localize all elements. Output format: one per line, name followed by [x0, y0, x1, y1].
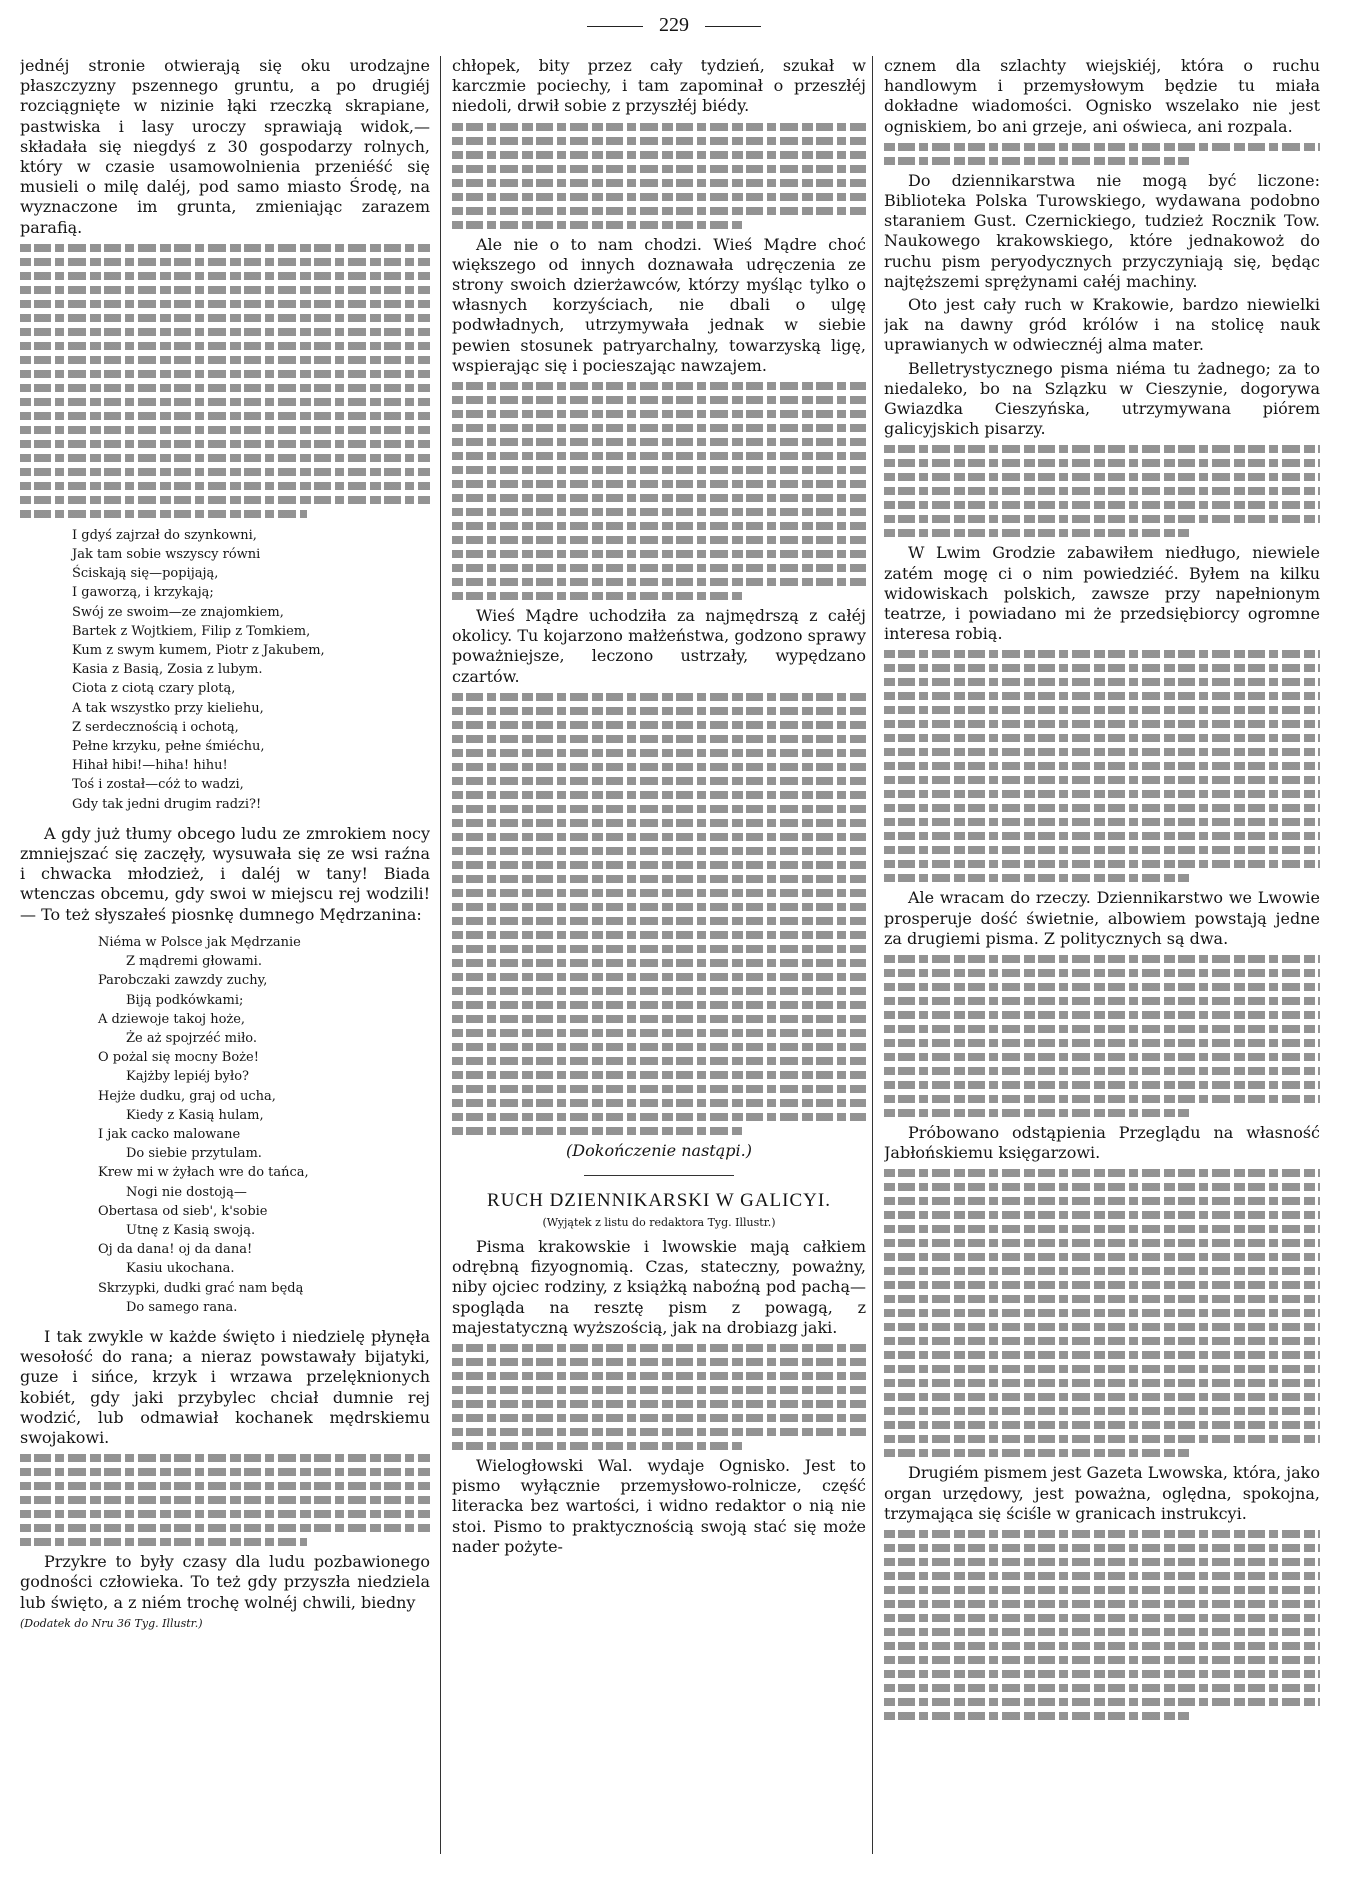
folio-dash-left [587, 26, 643, 27]
col3-paragraph-8: Drugiém pismem jest Gazeta Lwowska, która, jako organ urzędowy, jest poważna, oględna, spokojna, trzymająca się ściśle w granicach instrukcyi. [884, 1463, 1320, 1523]
poem-line: Oj da dana! oj da dana! [98, 1242, 253, 1258]
poem-line: Kajżby lepiéj było? [126, 1069, 250, 1085]
column-rule-2 [872, 56, 873, 1854]
poem-line: Swój ze swoim—ze znajomkiem, [72, 604, 284, 620]
col2-greeked-text-4 [452, 1344, 866, 1450]
col1-footer-note: (Dodatek do Nru 36 Tyg. Illustr.) [20, 1616, 203, 1630]
poem-line: Obertasa od sieb', k'sobie [98, 1203, 268, 1219]
col2-paragraph-5: Wielogłowski Wal. wydaje Ognisko. Jest to pismo wyłącznie przemysłowo-rolnicze, część literacka bez wartości, i widno redaktor o nią nie stoi. Pismo to praktycznością swoją stać się może nader pożyte- [452, 1456, 866, 1556]
col3-paragraph-1: cznem dla szlachty wiejskiéj, która o ruchu handlowym i przemysłowym będzie tu miała dokładne wiadomości. Ognisko wszelako nie jest ogniskiem, bo ani grzeje, ani oświeca, ani rozpala. [884, 56, 1320, 136]
col2-paragraph-2: Ale nie o to nam chodzi. Wieś Mądre choć większego od innych doznawała udręczenia ze strony swoich dzierżawców, którzy myśląc tylko o własnych korzyściach, nie dbali o ulgę podwładnych, utrzymywała jednak w siebie pewien stosunek patryarchalny, towarzyską ligę, wspierając się i pocieszając nawzajem. [452, 234, 866, 375]
col1-paragraph-4: Przykre to były czasy dla ludu pozbawionego godności człowieka. To też gdy przyszła niedziela lub święto, a z niém trochę wolnéj chwili, biedny [20, 1552, 430, 1612]
article-subtitle: (Wyjątek z listu do redaktora Tyg. Illustr.) [542, 1216, 776, 1230]
poem-line: I gdyś zajrzał do szynkowni, [72, 527, 257, 543]
col3-paragraph-2: Do dziennikarstwa nie mogą być liczone: Biblioteka Polska Turowskiego, wydawana podobno staraniem Gust. Czernickiego, tudzież Rocznik Tow. Naukowego krakowskiego, które jednakowoż do ruchu pism peryodycznych przyczyniają się, będąc najtęższemi sprężynami całéj machiny. [884, 170, 1320, 291]
poem-line: Gdy tak jedni drugim radzi?! [72, 796, 262, 812]
poem-line: Ściskają się—popijają, [72, 566, 219, 582]
poem-line: A dziewoje takoj hoże, [98, 1011, 246, 1027]
col1-paragraph-2: A gdy już tłumy obcego ludu ze zmrokiem nocy zmniejszać się zaczęły, wysuwała się ze wsi raźna i chwacka młodzież, i daléj w tany! Biada wtenczas obcemu, gdy swoi w miejscu rej wodzili! — To też słyszałeś piosnkę dumnego Mędrzanina: [20, 823, 430, 924]
poem-line: Pełne krzyku, pełne śmiéchu, [72, 739, 265, 755]
poem-line: Toś i został—cóż to wadzi, [72, 777, 244, 793]
poem-line: Do siebie przytulam. [126, 1146, 262, 1162]
poem-line: Z mądremi głowami. [126, 954, 262, 970]
poem-line: I gaworzą, i krzykają; [72, 585, 214, 601]
article-divider [584, 1175, 734, 1176]
col3-greeked-text-1 [884, 143, 1320, 165]
poem-line: Skrzypki, dudki grać nam będą [98, 1280, 304, 1296]
poem-line: Bartek z Wojtkiem, Filip z Tomkiem, [72, 623, 311, 639]
col3-greeked-text-6 [884, 1530, 1320, 1720]
poem-line: Kasia z Basią, Zosia z lubym. [72, 662, 263, 678]
col1-poem-2 [20, 933, 430, 1317]
page-number [0, 14, 1348, 37]
column-rule-1 [440, 56, 441, 1854]
col2-paragraph-3: Wieś Mądre uchodziła za najmędrszą z całéj okolicy. Tu kojarzono małżeństwa, godzono sprawy poważniejsze, leczono ustrzały, wypędzano czartów. [452, 606, 866, 686]
col3-paragraph-5: W Lwim Grodzie zabawiłem niedługo, niewiele zatém mogę ci o nim powiedziéć. Byłem na kilku widowiskach polskich, zawsze przy napełnionym teatrze, i powiadano mi że przedsiębiorcy ogromne interesa robią. [884, 543, 1320, 644]
col1-poem-1 [20, 526, 430, 814]
col3-paragraph-6: Ale wracam do rzeczy. Dziennikarstwo we Lwowie prosperuje dość świetnie, albowiem powstają jedne za drugiemi pisma. Z politycznych są dwa. [884, 888, 1320, 948]
col1-greeked-text-2 [20, 1454, 430, 1546]
poem-line: Kum z swym kumem, Piotr z Jakubem, [72, 643, 325, 659]
col3-greeked-text-4 [884, 955, 1320, 1117]
poem-line: Z serdecznością i ochotą, [72, 719, 239, 735]
col3-paragraph-4: Belletrystycznego pisma niéma tu żadnego; za to niedaleko, bo na Szlązku w Cieszynie, dogorywa Gwiazdka Cieszyńska, utrzymywana piórem galicyjskich pisarzy. [884, 358, 1320, 439]
col3-greeked-text-3 [884, 650, 1320, 882]
poem-line: Hejże dudku, graj od ucha, [98, 1088, 276, 1104]
continuation-note-text: (Dokończenie nastąpi.) [566, 1140, 752, 1160]
poem-line: Kiedy z Kasią hulam, [126, 1107, 264, 1123]
col1-greeked-text-1 [20, 244, 430, 518]
column-1 [20, 56, 430, 1856]
col3-paragraph-7: Próbowano odstąpienia Przeglądu na własność Jabłońskiemu księgarzowi. [884, 1123, 1320, 1163]
poem-line: Nogi nie dostoją— [126, 1184, 247, 1200]
poem-line: A tak wszystko przy kieliehu, [72, 700, 264, 716]
poem-line: Do samego rana. [126, 1299, 238, 1315]
col2-paragraph-1: chłopek, bity przez cały tydzień, szukał w karczmie pociechy, i tam zapominał o przeszłéj niedoli, drwił sobie z przyszłéj biédy. [452, 56, 866, 116]
col2-greeked-text-2 [452, 382, 866, 600]
col2-paragraph-4: Pisma krakowskie i lwowskie mają całkiem odrębną fizyognomią. Czas, stateczny, poważny, niby ojciec rodziny, z książką naboźną pod pachą—spogląda na resztę pism z powagą, z majestatyczną wyższością, jak na drobiazg jaki. [452, 1237, 866, 1337]
col3-greeked-text-2 [884, 445, 1320, 537]
poem-line: Że aż spojrzéć miło. [126, 1030, 258, 1046]
col2-continuation-note [452, 1141, 866, 1161]
poem-line: Ciota z ciotą czary plotą, [72, 681, 236, 697]
poem-line: Utnę z Kasią swoją. [126, 1222, 256, 1238]
col1-paragraph-1: jednéj stronie otwierają się oku urodzajne płaszczyzny pszennego gruntu, a po drugiéj rozciągnięte w nizinie łąki rzeczką skrapiane, pastwiska i lasy uroczy sprawiają widok,— składała się niegdyś z 30 gospodarzy rolnych, który w czasie usamowolnienia przeniéść się musieli o milę daléj, pod samo miasto Środę, na wyznaczone im grunta, zmieniając zarazem parafią. [20, 56, 430, 237]
poem-line: Jak tam sobie wszyscy równi [72, 547, 261, 563]
col2-greeked-text-1 [452, 123, 866, 229]
col3-paragraph-3: Oto jest cały ruch w Krakowie, bardzo niewielki jak na dawny gród królów i na stolicę nauk uprawianych w odwiecznéj alma mater. [884, 295, 1320, 355]
col1-paragraph-3: I tak zwykle w każde święto i niedzielę płynęła wesołość do rana; a nieraz powstawały bijatyki, guze i sińce, krzyk i wrzawa przelęknionych kobiét, gdy jaki przybylec chciał dumnie rej wodzić, lub odmawiał kochanek mędrskiemu swojakowi. [20, 1326, 430, 1447]
folio-dash-right [705, 26, 761, 27]
page-number-text: 229 [659, 14, 689, 36]
poem-line: Parobczaki zawzdy zuchy, [98, 973, 268, 989]
poem-line: Niéma w Polsce jak Mędrzanie [98, 934, 301, 950]
poem-line: Hihał hibi!—hiha! hihu! [72, 758, 228, 774]
poem-line: Kasiu ukochana. [126, 1261, 235, 1277]
article-title: RUCH DZIENNIKARSKI W GALICYI. [487, 1190, 831, 1212]
col3-greeked-text-5 [884, 1169, 1320, 1457]
poem-line: I jak cacko malowane [98, 1126, 241, 1142]
poem-line: Krew mi w żyłach wre do tańca, [98, 1165, 309, 1181]
column-2 [452, 56, 866, 1856]
poem-line: Biją podkówkami; [126, 992, 244, 1008]
column-3 [884, 56, 1320, 1856]
col2-greeked-text-3 [452, 693, 866, 1135]
poem-line: O pożal się mocny Boże! [98, 1050, 259, 1066]
